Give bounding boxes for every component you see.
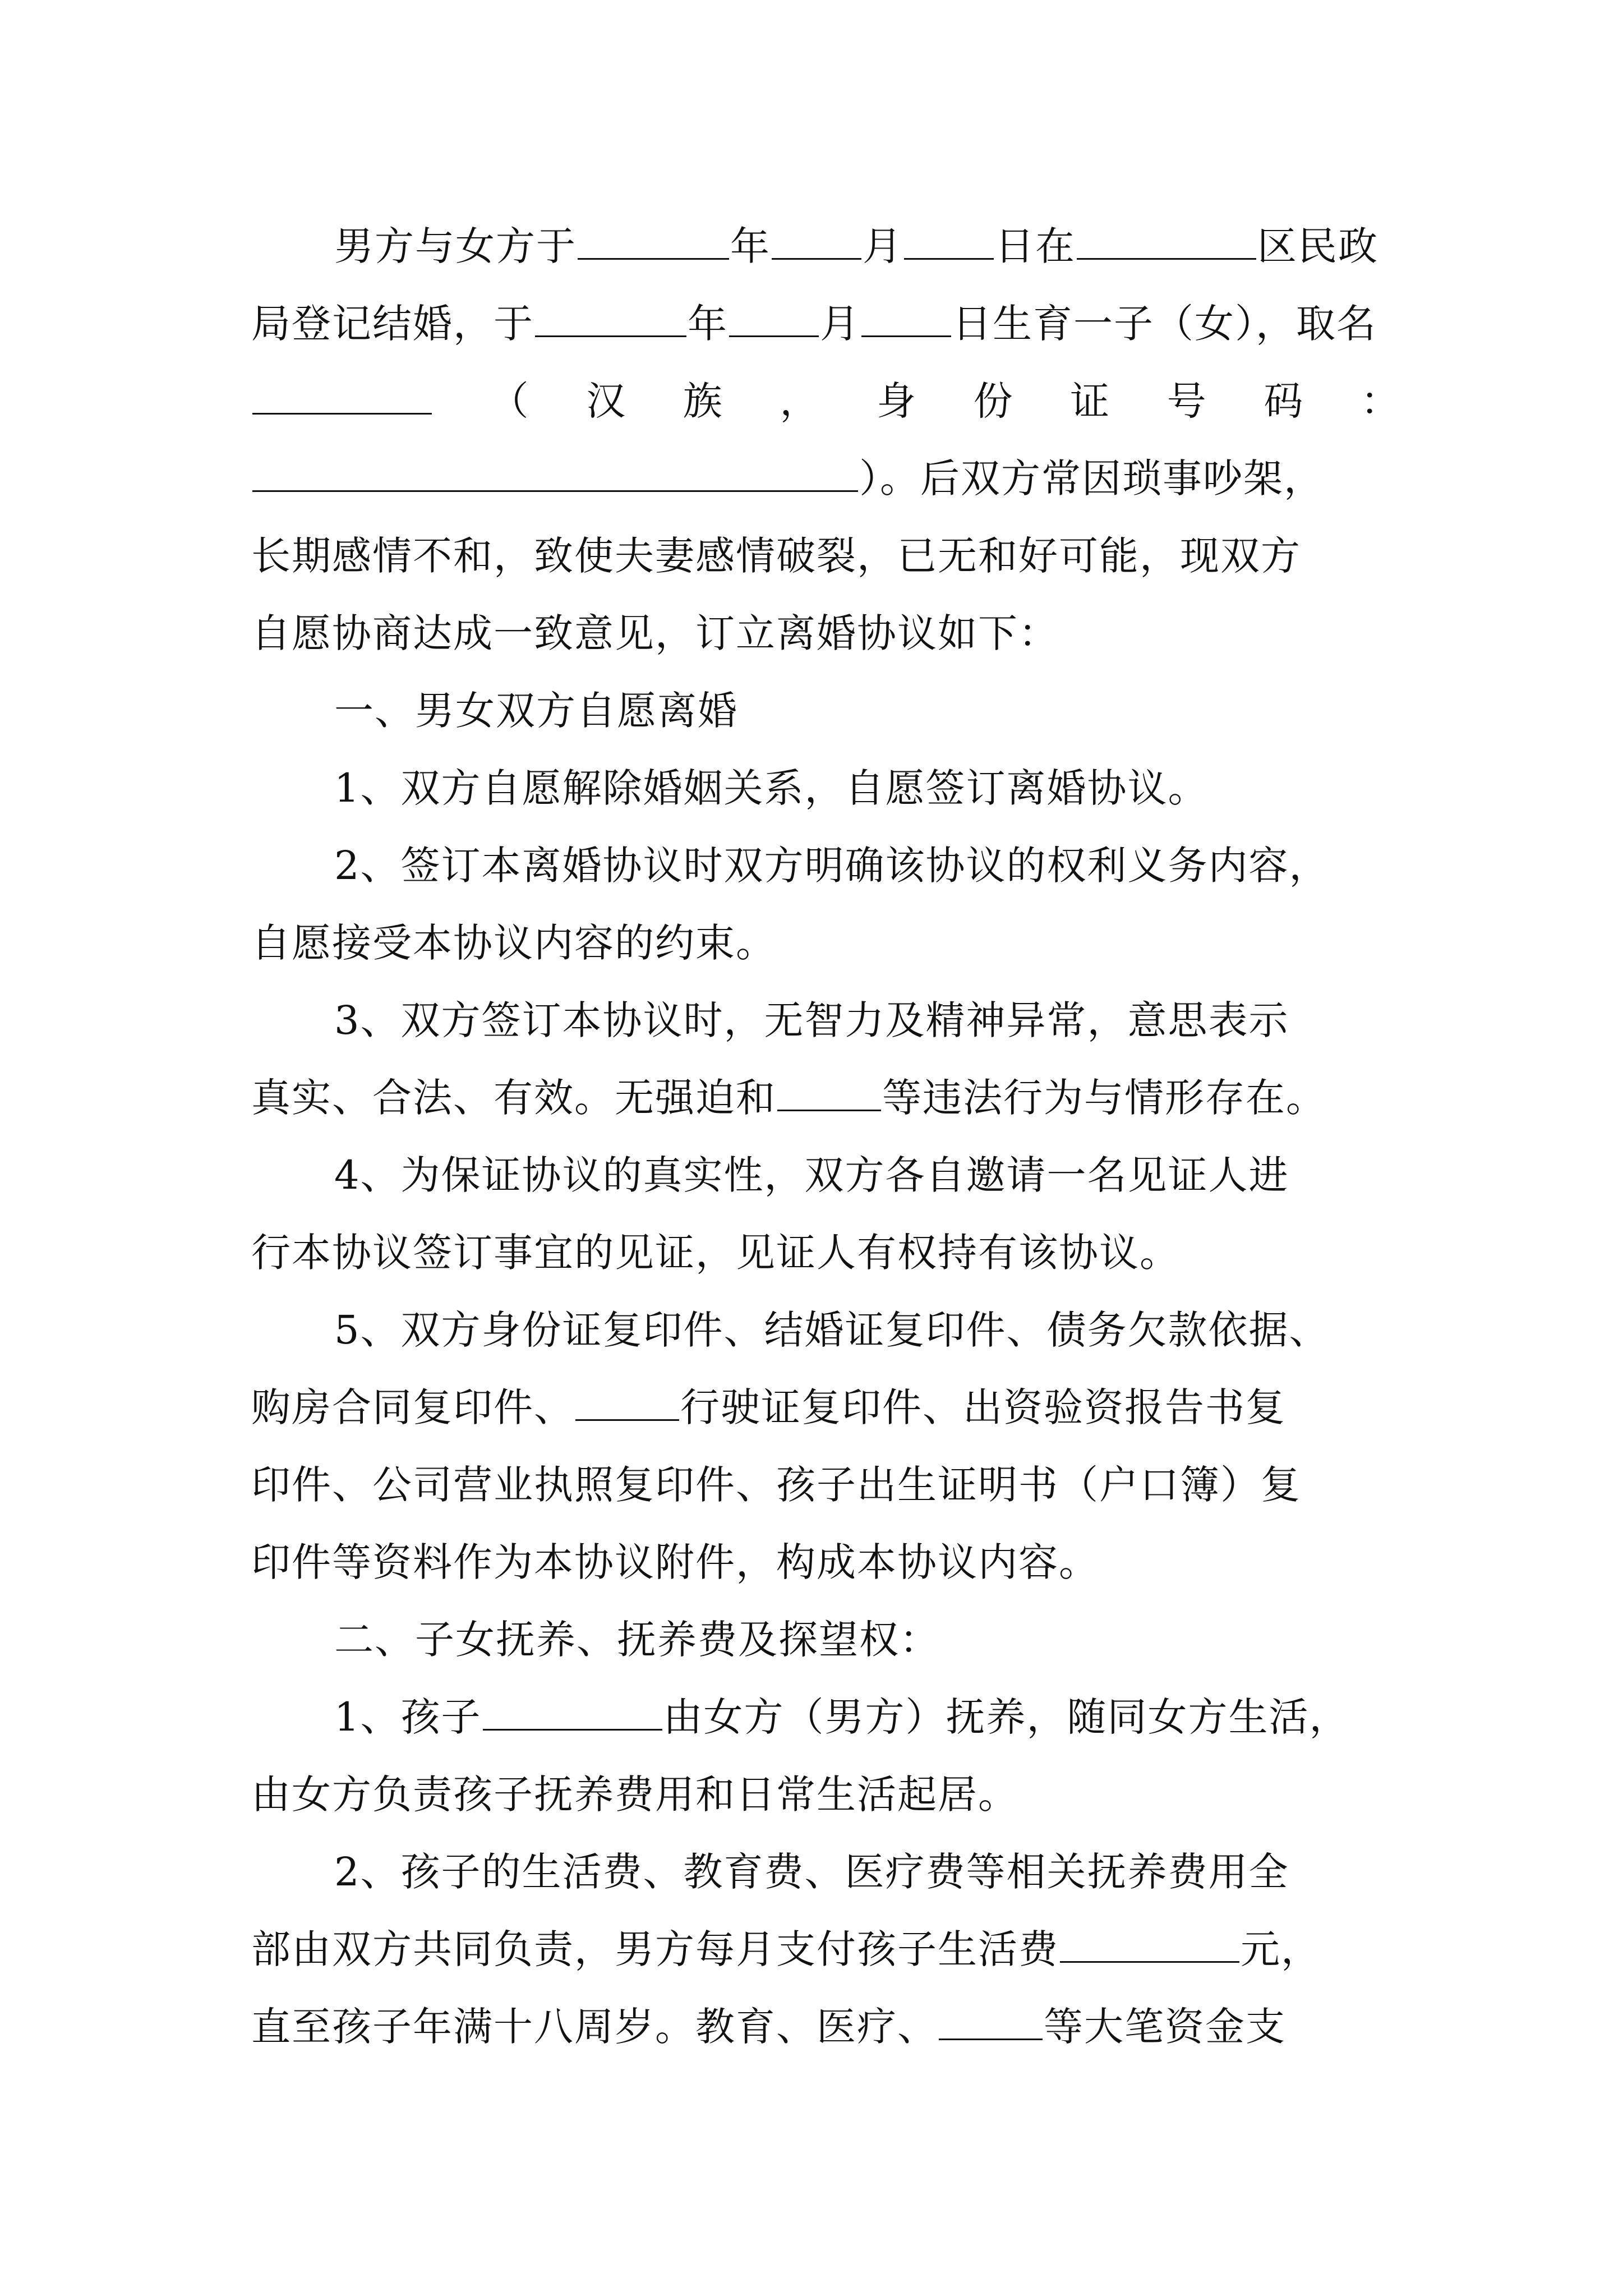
text-segment: 月 bbox=[820, 301, 860, 347]
paragraph-line: 2、孩子的生活费、教育费、医疗费等相关抚养费用全 bbox=[334, 1849, 1289, 1895]
text-segment: 区民政 bbox=[1257, 223, 1378, 269]
text-segment: 份 bbox=[973, 378, 1014, 424]
paragraph-line: 印件等资料作为本协议附件，构成本协议内容。 bbox=[251, 1539, 1099, 1585]
blank-field bbox=[939, 2007, 1043, 2040]
blank-field bbox=[252, 458, 858, 492]
text-segment: （ bbox=[489, 378, 530, 424]
text-segment: 汉 bbox=[586, 378, 627, 424]
text-segment: 等违法行为与情形存在。 bbox=[882, 1075, 1326, 1121]
text-segment: 真实、合法、有效。无强迫和 bbox=[251, 1075, 776, 1121]
text-segment: 年 bbox=[730, 223, 771, 269]
blank-field bbox=[1060, 1929, 1239, 1963]
text-segment: 身 bbox=[876, 378, 917, 424]
text-segment: 由女方（男方）抚养，随同女方生活， bbox=[663, 1694, 1350, 1740]
paragraph-line bbox=[251, 440, 1401, 517]
paragraph-line bbox=[251, 1911, 1401, 1988]
text-segment: 日在 bbox=[995, 223, 1076, 269]
text-segment: 年 bbox=[688, 301, 728, 347]
paragraph-line: 自愿协商达成一致意见，订立离婚协议如下： bbox=[251, 610, 1059, 656]
paragraph-line: 2、签订本离婚协议时双方明确该协议的权利义务内容， bbox=[334, 843, 1330, 889]
blank-field bbox=[1077, 226, 1256, 260]
paragraph-line: 自愿接受本协议内容的约束。 bbox=[251, 920, 776, 966]
blank-field bbox=[575, 1387, 679, 1421]
paragraph-line: 3、双方签订本协议时，无智力及精神异常，意思表示 bbox=[334, 997, 1289, 1043]
text-segment: 部由双方共同负责，男方每月支付孩子生活费 bbox=[251, 1926, 1059, 1972]
text-segment: 1、孩子 bbox=[334, 1694, 482, 1740]
text-segment: 男方与女方于 bbox=[334, 223, 577, 269]
text-segment: 码 bbox=[1264, 378, 1304, 424]
blank-field bbox=[904, 226, 994, 260]
paragraph-line: 1、双方自愿解除婚姻关系，自愿签订离婚协议。 bbox=[334, 765, 1209, 811]
paragraph-line: 印件、公司营业执照复印件、孩子出生证明书（户口簿）复 bbox=[251, 1462, 1301, 1508]
blank-field bbox=[861, 303, 951, 337]
section-heading: 一、男女双方自愿离婚 bbox=[334, 688, 738, 734]
paragraph-line bbox=[251, 285, 1401, 362]
text-segment: 购房合同复印件、 bbox=[251, 1384, 574, 1430]
paragraph-line bbox=[251, 1059, 1401, 1137]
blank-field bbox=[772, 226, 861, 260]
text-segment: 行驶证复印件、出资验资报告书复 bbox=[680, 1384, 1286, 1430]
blank-field bbox=[483, 1697, 662, 1731]
paragraph-line bbox=[251, 1369, 1401, 1446]
paragraph-line bbox=[251, 1988, 1401, 2065]
blank-field bbox=[578, 226, 729, 260]
text-segment: 月 bbox=[863, 223, 903, 269]
text-segment: ： bbox=[1360, 378, 1401, 424]
text-segment: 族 bbox=[683, 378, 723, 424]
text-segment: 局登记结婚，于 bbox=[251, 301, 534, 347]
text-segment: 证 bbox=[1070, 378, 1111, 424]
text-segment: 号 bbox=[1166, 378, 1207, 424]
section-heading: 二、子女抚养、抚养费及探望权： bbox=[334, 1617, 940, 1663]
text-segment: 元， bbox=[1241, 1926, 1321, 1972]
blank-field bbox=[535, 303, 686, 337]
paragraph-line bbox=[251, 362, 1401, 440]
paragraph-line bbox=[251, 208, 1401, 285]
paragraph-line bbox=[251, 1678, 1401, 1756]
text-segment: ， bbox=[780, 378, 820, 424]
blank-field bbox=[777, 1078, 881, 1111]
text-segment: 等大笔资金支 bbox=[1044, 2004, 1286, 2050]
agreement-body bbox=[251, 208, 1401, 2065]
paragraph-line: 行本协议签订事宜的见证，见证人有权持有该协议。 bbox=[251, 1230, 1180, 1276]
blank-field bbox=[729, 303, 819, 337]
blank-field bbox=[252, 381, 432, 415]
paragraph-line: 长期感情不和，致使夫妻感情破裂，已无和好可能，现双方 bbox=[251, 533, 1301, 579]
paragraph-line: 5、双方身份证复印件、结婚证复印件、债务欠款依据、 bbox=[334, 1307, 1330, 1353]
paragraph-line: 由女方负责孩子抚养费用和日常生活起居。 bbox=[251, 1772, 1018, 1818]
paragraph-line: 4、为保证协议的真实性，双方各自邀请一名见证人进 bbox=[334, 1152, 1289, 1198]
text-segment: ）。后双方常因琐事吵架， bbox=[859, 455, 1324, 501]
text-segment: 直至孩子年满十八周岁。教育、医疗、 bbox=[251, 2004, 938, 2050]
text-segment: 日生育一子（女），取名 bbox=[952, 301, 1377, 347]
